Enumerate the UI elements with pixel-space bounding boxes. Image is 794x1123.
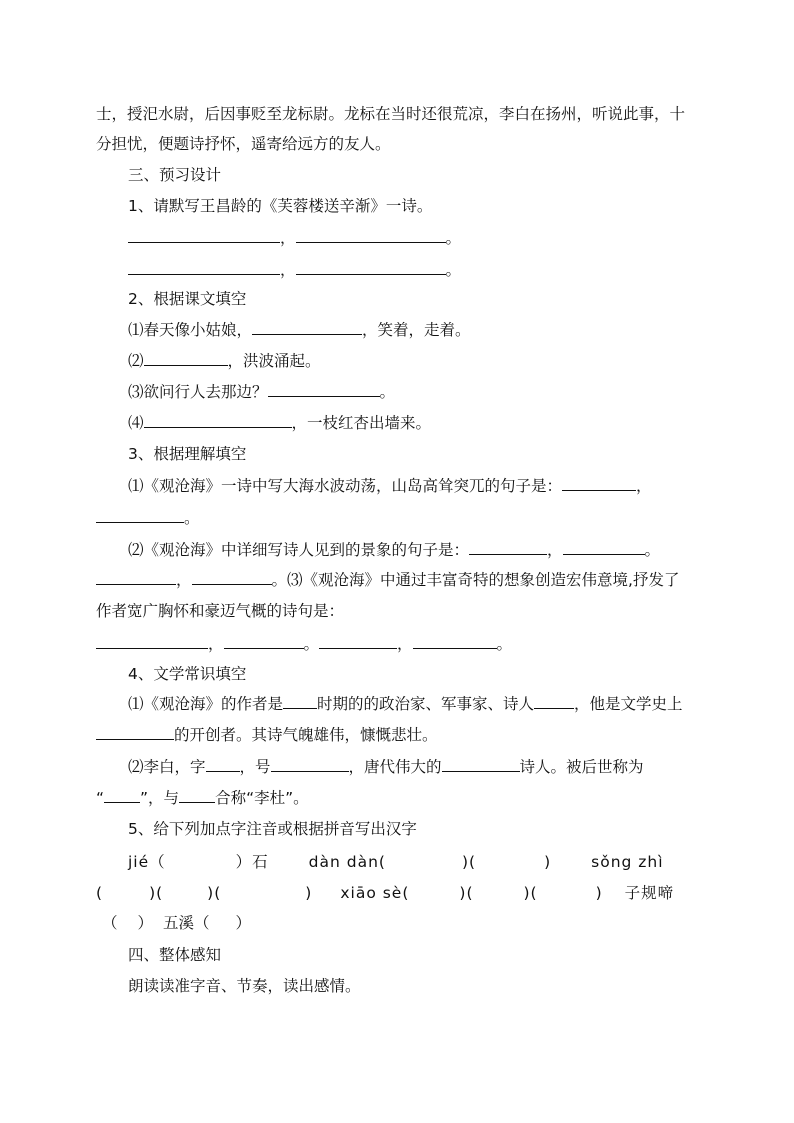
q5-row-3: （ ） 五溪（ ） xyxy=(102,914,252,932)
q4-item-2-cont: “ ”，与 合称“李杜”。 xyxy=(96,789,309,807)
answer-blank[interactable] xyxy=(192,570,272,585)
q2-item-2: ⑵ ，洪波涌起。 xyxy=(128,352,321,370)
answer-blank[interactable] xyxy=(252,320,362,335)
answer-blank[interactable] xyxy=(562,476,636,491)
answer-blank[interactable] xyxy=(413,634,497,649)
q3-item-2-cont: ， 。⑶《观沧海》中通过丰富奇特的想象创造宏伟意境,抒发了 xyxy=(96,570,706,590)
q4-prompt: 4、文学常识填空 xyxy=(128,665,247,683)
answer-blank[interactable] xyxy=(296,228,446,243)
answer-blank[interactable] xyxy=(469,540,547,555)
answer-blank[interactable] xyxy=(283,694,317,709)
q5-row-1: jié（ ）石 dàn dàn( )( ) sǒng zhì xyxy=(128,853,664,871)
intro-line-2: 分担忧，便题诗抒怀，遥寄给远方的友人。 xyxy=(96,135,391,153)
answer-blank[interactable] xyxy=(96,508,184,523)
section4-heading: 四、整体感知 xyxy=(128,946,222,964)
answer-blank[interactable] xyxy=(128,228,280,243)
answer-blank[interactable] xyxy=(319,634,397,649)
q1-answer-line-1: ， 。 xyxy=(128,228,738,248)
answer-blank[interactable] xyxy=(296,260,446,275)
q2-prompt: 2、根据课文填空 xyxy=(128,290,247,308)
q1-prompt: 1、请默写王昌龄的《芙蓉楼送辛渐》一诗。 xyxy=(128,197,433,215)
q3-item-1: ⑴《观沧海》一诗中写大海水波动荡，山岛高耸突兀的句子是： ， xyxy=(128,477,652,495)
q5-prompt: 5、给下列加点字注音或根据拼音写出汉字 xyxy=(128,820,417,838)
q3-item-3-line: 作者宽广胸怀和豪迈气概的诗句是： xyxy=(96,602,345,620)
answer-blank[interactable] xyxy=(268,382,380,397)
answer-blank[interactable] xyxy=(563,540,645,555)
q3-item-2: ⑵《观沧海》中详细写诗人见到的景象的句子是： ， 。 xyxy=(128,541,661,559)
answer-blank[interactable] xyxy=(442,757,520,772)
answer-blank[interactable] xyxy=(96,570,176,585)
answer-blank[interactable] xyxy=(271,757,349,772)
q5-row-2: ( )( )( ) xiāo sè( )( )( ) 子规啼 xyxy=(96,884,675,902)
q4-item-2: ⑵李白，字 ，号 ，唐代伟大的 诗人。被后世称为 xyxy=(128,758,644,776)
q4-item-1-cont: 的开创者。其诗气魄雄伟，慷慨悲壮。 xyxy=(96,725,706,745)
q4-item-1: ⑴《观沧海》的作者是 时期的的政治家、军事家、诗人 ，他是文学史上 xyxy=(128,695,683,713)
q2-item-3: ⑶欲问行人去那边？ 。 xyxy=(128,383,396,401)
answer-blank[interactable] xyxy=(206,757,240,772)
answer-blank[interactable] xyxy=(96,634,208,649)
q2-item-4: ⑷ ，一枝红杏出墙来。 xyxy=(128,414,432,432)
q3-item-3-answers: ， 。 ， 。 xyxy=(96,634,706,654)
intro-line-1: 士，授汜水尉，后因事贬至龙标尉。龙标在当时还很荒凉，李白在扬州，听说此事，十 xyxy=(96,105,686,123)
answer-blank[interactable] xyxy=(224,634,304,649)
q1-answer-line-2: ， 。 xyxy=(128,260,738,280)
answer-blank[interactable] xyxy=(144,351,228,366)
section4-text: 朗读读准字音、节奏，读出感情。 xyxy=(128,977,361,995)
answer-blank[interactable] xyxy=(128,260,280,275)
q3-item-1-cont: 。 xyxy=(96,508,706,528)
answer-blank[interactable] xyxy=(96,725,174,740)
answer-blank[interactable] xyxy=(104,788,140,803)
section3-heading: 三、预习设计 xyxy=(128,166,222,184)
answer-blank[interactable] xyxy=(179,788,215,803)
q3-prompt: 3、根据理解填空 xyxy=(128,445,247,463)
q2-item-1: ⑴春天像小姑娘， ，笑着，走着。 xyxy=(128,321,471,339)
answer-blank[interactable] xyxy=(534,694,574,709)
answer-blank[interactable] xyxy=(144,413,292,428)
